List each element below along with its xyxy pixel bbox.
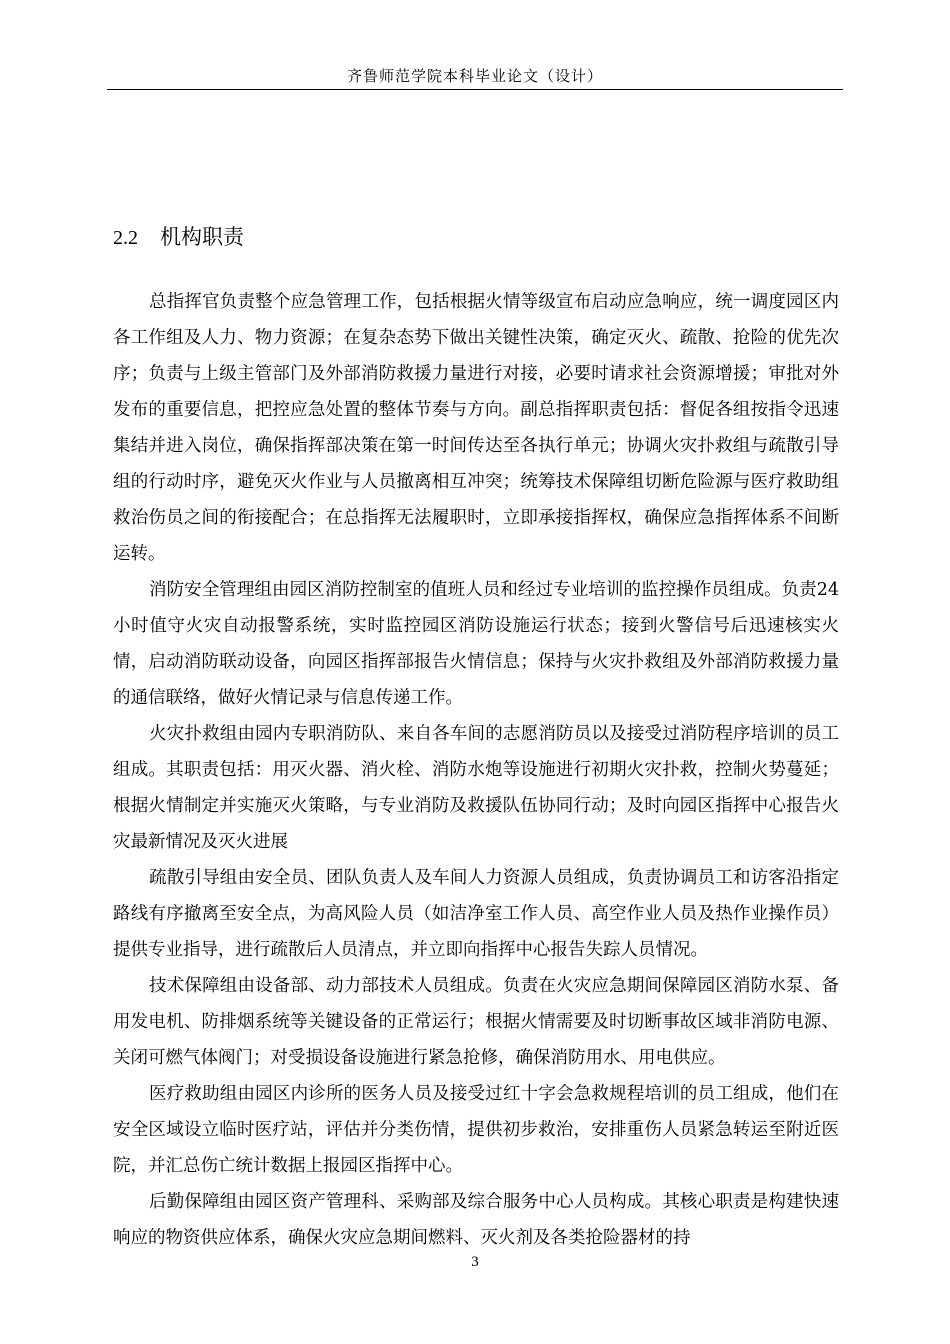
header-rule — [107, 89, 843, 90]
page-number: 3 — [471, 1254, 479, 1270]
section-heading — [113, 222, 244, 253]
section-title: 机构职责 — [160, 225, 244, 249]
page-header: 齐鲁师范学院本科毕业论文（设计） — [346, 67, 603, 85]
body-text — [113, 284, 839, 1256]
paragraph-firefighting-group: 火灾扑救组由园内专职消防队、来自各车间的志愿消防员以及接受过消防程序培训的员工组成。其职责包括：用灭火器、消火栓、消防水炮等设施进行初期火灾扑救，控制火势蔓延；根据火情制定并实施灭火策略，与专业消防及救援队伍协同行动；及时向园区指挥中心报告火灾最新情况及灭火进展 — [113, 724, 839, 852]
paragraph-evacuation-group: 疏散引导组由安全员、团队负责人及车间人力资源人员组成，负责协调员工和访客沿指定路线有序撤离至安全点，为高风险人员（如洁净室工作人员、高空作业人员及热作业操作员）提供专业指导，进行疏散后人员清点，并立即向指挥中心报告失踪人员情况。 — [113, 868, 839, 960]
paragraph-medical-aid-group: 医疗救助组由园区内诊所的医务人员及接受过红十字会急救规程培训的员工组成，他们在安全区域设立临时医疗站，评估并分类伤情，提供初步救治，安排重伤人员紧急转运至附近医院，并汇总伤亡统计数据上报园区指挥中心。 — [113, 1084, 839, 1176]
paragraph-fire-safety-management-group: 消防安全管理组由园区消防控制室的值班人员和经过专业培训的监控操作员组成。负责24小时值守火灾自动报警系统，实时监控园区消防设施运行状态；接到火警信号后迅速核实火情，启动消防联动设备，向园区指挥部报告火情信息；保持与火灾扑救组及外部消防救援力量的通信联络，做好火情记录与信息传递工作。 — [113, 580, 839, 708]
paragraph-commander-duties: 总指挥官负责整个应急管理工作，包括根据火情等级宣布启动应急响应，统一调度园区内各工作组及人力、物力资源；在复杂态势下做出关键性决策，确定灭火、疏散、抢险的优先次序；负责与上级主管部门及外部消防救援力量进行对接，必要时请求社会资源增援；审批对外发布的重要信息，把控应急处置的整体节奏与方向。副总指挥职责包括：督促各组按指令迅速集结并进入岗位，确保指挥部决策在第一时间传达至各执行单元；协调火灾扑救组与疏散引导组的行动时序，避免灭火作业与人员撤离相互冲突；统筹技术保障组切断危险源与医疗救助组救治伤员之间的衔接配合；在总指挥无法履职时，立即承接指挥权，确保应急指挥体系不间断运转。 — [113, 292, 839, 564]
paragraph-logistics-group: 后勤保障组由园区资产管理科、采购部及综合服务中心人员构成。其核心职责是构建快速响应的物资供应体系，确保火灾应急期间燃料、灭火剂及各类抢险器材的持 — [113, 1192, 839, 1248]
section-number: 2.2 — [113, 227, 138, 249]
paragraph-technical-support-group: 技术保障组由设备部、动力部技术人员组成。负责在火灾应急期间保障园区消防水泵、备用发电机、防排烟系统等关键设备的正常运行；根据火情需要及时切断事故区域非消防电源、关闭可燃气体阀门；对受损设备设施进行紧急抢修，确保消防用水、用电供应。 — [113, 976, 839, 1068]
